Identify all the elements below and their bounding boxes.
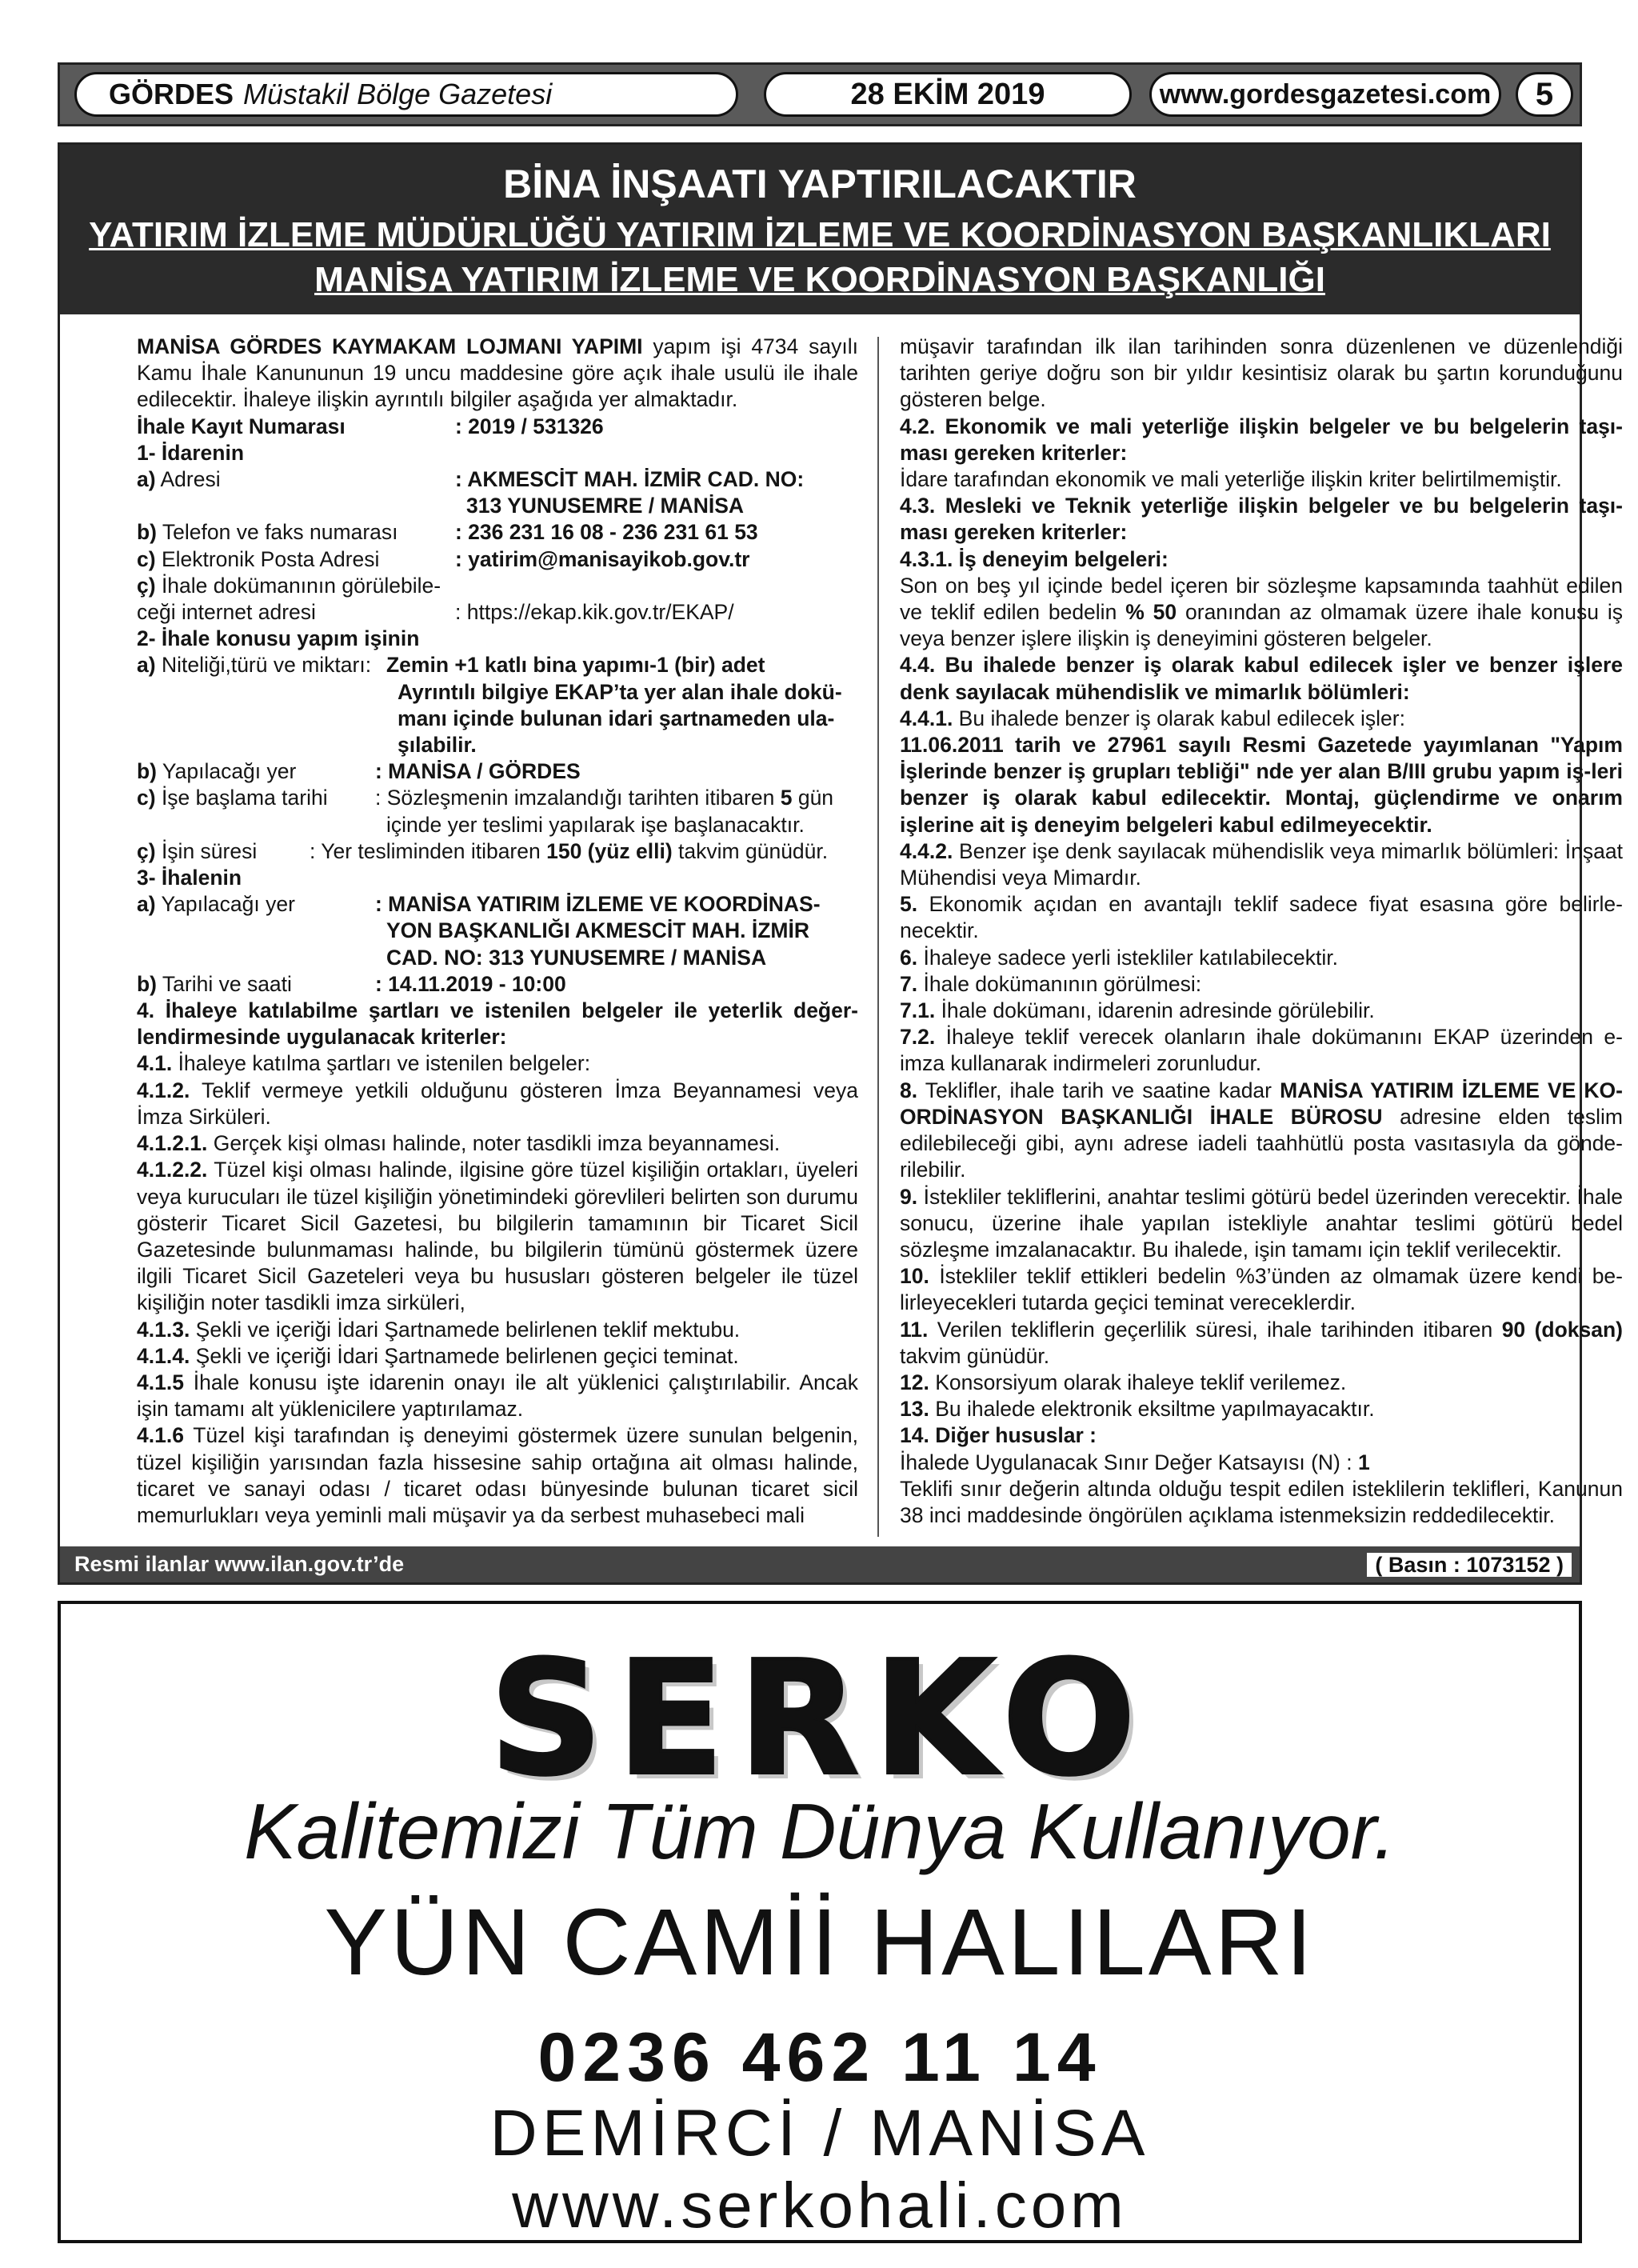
- newspaper-header-bar: [58, 62, 1582, 126]
- duration-row: ç) İşin süresi : Yer tesliminden itibaren 150 (yüz elli) takvim günüdür.: [137, 838, 829, 863]
- announcement-title: BİNA İNŞAATI YAPTIRILACAKTIR: [503, 162, 1137, 206]
- section-2-title: 2- İhale konusu yapım işinin: [137, 626, 420, 651]
- clause-11: 11. Verilen tekliflerin geçerlilik süresi, ihale tarihinden itibaren 90 (doksan) takvim günüdür.: [900, 1317, 1623, 1368]
- announcement-subtitle-2: MANİSA YATIRIM İZLEME VE KOORDİNASYON BAŞKANLIĞI: [314, 260, 1325, 299]
- start-date-row: c) İşe başlama tarihi : Sözleşmenin imzalandığı tarihten itibaren 5 gün: [137, 786, 834, 810]
- announcement-header: [60, 145, 1580, 314]
- nature-row: a) Niteliği,türü ve miktarı: Zemin +1 katlı bina yapımı-1 (bir) adet: [137, 653, 765, 678]
- clause-8: 8. Teklifler, ihale tarih ve saatine kadar MANİSA YATIRIM İZLEME VE KO-ORDİNASYON BAŞKANLIĞI İHALE BÜROSU adresine elden teslim edilebileceği gibi, aynı adrese iadeli taahhütlü posta vasıtasıyla da gönde-rilebilir.: [900, 1078, 1623, 1182]
- clause-13: 13. Bu ihalede elektronik eksiltme yapılmayacaktır.: [900, 1397, 1375, 1422]
- ad-phone: 0236 462 11 14: [537, 2019, 1102, 2096]
- clause-14-title: 14. Diğer hususlar :: [900, 1423, 1097, 1448]
- page-number: 5: [1516, 72, 1573, 117]
- clause-4-1-2-2: 4.1.2.2. Tüzel kişi olması halinde, ilgisine göre tüzel kişiliğin ortakları, üyeleri veya kurucuları ile tüzel kişiliğin yönetimindeki görevlileri belirten son durumu gösterir Ticaret Sicil Gazetesi, bu bilgilerin tamamının bir Ticaret Sicil Gazetesinde bulunmaması halinde, bu bilgilerin tümünü göstermek üzere ilgili Ticaret Sicil Gazeteleri veya bu hususları gösteren belgeler ile tüzel kişiliğin noter tasdikli imza sirküleri,: [137, 1158, 858, 1315]
- clause-4-2-text: İdare tarafından ekonomik ve mali yeterliğe ilişkin kriter belirtilmemiştir.: [900, 467, 1562, 492]
- kayit-row: [137, 414, 858, 440]
- ad-brand-logo: SERKO: [489, 1628, 1150, 1810]
- clause-6: 6. İhaleye sadece yerli istekliler katılabilecektir.: [900, 945, 1338, 970]
- clause-7-2: 7.2. İhaleye teklif verecek olanların ihale dokümanını EKAP üzerinden e-imza kullanarak indirmeleri zorunludur.: [900, 1025, 1623, 1076]
- clause-4-1-5: 4.1.5 İhale konusu işte idarenin onayı ile alt yüklenici çalıştırılabilir. Ancak işin tamamı alt yüklenicilere yaptırılamaz.: [137, 1370, 858, 1422]
- clause-12: 12. Konsorsiyum olarak ihaleye teklif verilemez.: [900, 1370, 1347, 1394]
- phone-row: b) Telefon ve faks numarası : 236 231 16 08 - 236 231 61 53: [137, 520, 758, 545]
- clause-4-3-1-title: 4.3.1. İş deneyim belgeleri:: [900, 546, 1169, 571]
- announcement-left-column: MANİSA GÖRDES KAYMAKAM LOJMANI YAPIMI yapım işi 4734 sayılı Kamu İhale Kanununun 19 uncu maddesine göre açık ihale usulü ile ihale edilecektir. İhaleye ilişkin ayrıntılı bilgiler aşağıda yer almaktadır. İhale Kayıt Numarası : 2019 / 531326 1- İdarenin a) Adresi : AKMESCİT MAH. İZMİR CAD. NO: 313 YUNUSEMRE / MANİSA b) Telefon ve faks numarası : 236 231 16 08 - 236 231 61 53 c) Elektronik Posta Adresi : yatirim@manisayikob.gov.tr ç) İhale dokümanının görülebile- ceği internet adresi : https://ekap.kik.gov.tr/EKAP/ 2- İhale konusu yapım işinin a) Niteliği,türü ve miktarı: Zemin +1 katlı bina yapımı-1 (bir) adet Ayrıntılı bilgiye EKAP’ta yer alan ihale dokü- manı içinde bulunan idari şartnameden ula- şılabilir. b) Yapılacağı yer : MANİSA / GÖRDES c) İşe başlama tarihi : Sözleşmenin imzalandığı tarihten itibaren 5 gün içinde yer teslimi yapılarak işe başlanacaktır. ç) İşin süresi : Yer tesliminden itibaren 150 (yüz elli) takvim günüdür. 3- İhalenin a) Yapılacağı yer : MANİSA YATIRIM İZLEME VE KOORDİNAS- YON BAŞKANLIĞI AKMESCİT MAH. İZMİR CAD. NO: 313 YUNUSEMRE / MANİSA b) Tarihi ve saati : 14.11.2019 - 10:00 4. İhaleye katılabilme şartları ve istenilen belgeler ile yeterlik değer-lendirmesinde uygulanacak kriterler: 4.1. İhaleye katılma şartları ve istenilen belgeler: 4.1.2. Teklif vermeye yetkili olduğunu gösteren İmza Beyannamesi veya İmza Sirküleri. 4.1.2.1. Gerçek kişi olması halinde, noter tasdikli imza beyannamesi. 4.1.2.2. Tüzel kişi olması halinde, ilgisine göre tüzel kişiliğin ortakları, üyeleri veya kurucuları ile tüzel kişiliğin yönetimindeki görevlileri belirten son durumu gösterir Ticaret Sicil Gazetesi, bu bilgilerin tamamının bir Ticaret Sicil Gazetesinde bulunmaması halinde, bu bilgilerin tümünü göstermek üzere ilgili Ticaret Sicil Gazeteleri veya bu hususları gösteren belgeler ile tüzel kişiliğin noter tasdikli imza sirküleri, 4.1.3. Şekli ve içeriği İdari Şartnamede belirlenen teklif mektubu. 4.1.4. Şekli ve içeriği İdari Şartnamede belirlenen geçici teminat. 4.1.5 İhale konusu işte idarenin onayı ile alt yüklenici çalıştırılabilir. Ancak işin tamamı alt yüklenicilere yaptırılamaz. 4.1.6 Tüzel kişi tarafından iş deneyimi göstermek üzere sunulan belgenin, tüzel kişiliğin yarısından fazla hissesine sahip ortağına ait olması halinde, ticaret ve sanayi odası / ticaret odası bünyesinde bulunan ticaret sicil memurlukları veya yeminli mali müşavir ya da serbest muhasebeci mali: [137, 334, 858, 1529]
- clause-14-coefficient: İhalede Uygulanacak Sınır Değer Katsayısı (N) : 1: [900, 1450, 1370, 1474]
- tender-place-row: a) Yapılacağı yer : MANİSA YATIRIM İZLEME VE KOORDİNAS-: [137, 892, 821, 917]
- clause-4-4-title: 4.4. Bu ihalede benzer iş olarak kabul edilecek işler ve benzer işlere denk sayılacak mühendislik ve mimarlık bölümleri:: [900, 653, 1623, 704]
- ekap-row-2: ceği internet adresi : https://ekap.kik.gov.tr/EKAP/: [137, 600, 734, 625]
- announcement-subtitle-1: YATIRIM İZLEME MÜDÜRLÜĞÜ YATIRIM İZLEME VE KOORDİNASYON BAŞKANLIKLARI: [89, 215, 1551, 254]
- tender-announcement: [58, 142, 1624, 1585]
- clause-9: 9. İstekliler tekliflerini, anahtar teslimi götürü bedel üzerinden verecektir. İhale sonucu, üzerine ihale yapılan istekliyle anahtar teslimi götürü bedel sözleşme imzalanacaktır. Bu ihalede, işin tamamı için teklif verilecektir.: [900, 1184, 1623, 1262]
- official-ads-note: Resmi ilanlar www.ilan.gov.tr’de: [74, 1552, 405, 1576]
- section-1-title: 1- İdarenin: [137, 440, 245, 465]
- address-row-2: 313 YUNUSEMRE / MANİSA: [466, 494, 745, 518]
- clause-4-2-title: 4.2. Ekonomik ve mali yeterliğe ilişkin belgeler ve bu belgelerin taşı-ması gereken kriterler:: [900, 414, 1623, 465]
- clause-4-1-6-cont: müşavir tarafından ilk ilan tarihinden sonra düzenlenen ve düzenlendiği tarihten geriye doğru son bir yıldır kesintisiz olarak bu şartın korunduğunu gösteren belge.: [900, 334, 1623, 412]
- clause-4-4-2: 4.4.2. Benzer işe denk sayılacak mühendislik veya mimarlık bölümleri: İnşaat Mühendisi veya Mimardır.: [900, 838, 1623, 890]
- address-row: a) Adresi : AKMESCİT MAH. İZMİR CAD. NO:: [137, 467, 805, 492]
- kayit-value: : 2019 / 531326: [455, 414, 604, 438]
- clause-4-1-2-1: 4.1.2.1. Gerçek kişi olması halinde, noter tasdikli imza beyannamesi.: [137, 1131, 781, 1156]
- ad-product: YÜN CAMİİ HALILARI: [324, 1890, 1316, 1995]
- column-divider: [877, 337, 879, 1537]
- issue-date: 28 EKİM 2019: [764, 72, 1132, 117]
- newspaper-website: www.gordesgazetesi.com: [1149, 72, 1501, 117]
- newspaper-title: GÖRDES: [109, 78, 234, 110]
- press-code: ( Basın : 1073152 ): [1367, 1553, 1572, 1577]
- clause-14-text: Teklifi sınır değerin altında olduğu tespit edilen isteklilerin teklifleri, Kanunun 38 inci maddesinde öngörülen açıklama istenmeksizin reddedilecektir.: [900, 1476, 1623, 1527]
- ad-slogan: Kalitemizi Tüm Dünya Kullanıyor.: [244, 1787, 1396, 1875]
- intro-bold: MANİSA GÖRDES KAYMAKAM LOJMANI YAPIMI: [137, 334, 643, 358]
- announcement-right-column: [900, 334, 1623, 1529]
- announcement-footer: [60, 1546, 1580, 1582]
- clause-4-4-1: 4.4.1. Bu ihalede benzer iş olarak kabul edilecek işler:: [900, 706, 1405, 730]
- clause-10: 10. İstekliler teklif ettikleri bedelin %3’ünden az olmamak üzere kendi be-lirleyecekleri tutarda geçici teminat vereceklerdir.: [900, 1264, 1623, 1315]
- clause-4-1-2: 4.1.2. Teklif vermeye yetkili olduğunu gösteren İmza Beyannamesi veya İmza Sirküleri.: [137, 1078, 858, 1129]
- tender-date-row: b) Tarihi ve saati : 14.11.2019 - 10:00: [137, 971, 566, 996]
- intro-paragraph: [137, 334, 858, 414]
- clause-5: 5. Ekonomik açıdan en avantajlı teklif sadece fiyat esasına göre belirle-necektir.: [900, 892, 1623, 943]
- newspaper-name: [74, 72, 738, 117]
- email-row: c) Elektronik Posta Adresi : yatirim@manisayikob.gov.tr: [137, 546, 750, 571]
- clause-4-1-6: 4.1.6 Tüzel kişi tarafından iş deneyimi göstermek üzere sunulan belgenin, tüzel kişiliğin yarısından fazla hissesine sahip ortağına ait olması halinde, ticaret ve sanayi odası / ticaret odası bünyesinde bulunan ticaret sicil memurlukları veya yeminli mali müşavir ya da serbest muhasebeci mali: [137, 1423, 858, 1527]
- newspaper-subtitle: Müstakil Bölge Gazetesi: [243, 78, 553, 110]
- ad-city: DEMİRCİ / MANİSA: [489, 2097, 1150, 2170]
- clause-7-1: 7.1. İhale dokümanı, idarenin adresinde görülebilir.: [900, 998, 1375, 1023]
- serko-advertisement: [58, 1601, 1582, 2243]
- clause-4-4-1-bold: 11.06.2011 tarih ve 27961 sayılı Resmi Gazetede yayımlanan "Yapım İşlerinde benzer iş grupları tebliği" nde yer alan B/III grubu yapım iş-leri benzer iş olarak kabul edilecektir. Montaj, güçlendirme ve onarım işlerine ait iş deneyim belgeleri kabul edilmeyecektir.: [900, 733, 1623, 837]
- intro-text: yapım işi 4734 sayılı Kamu İhale Kanununun 19 uncu maddesine göre açık ihale usulü ile ihale edilecektir. İhaleye ilişkin ayrıntılı bilgiler aşağıda yer almaktadır.: [137, 334, 858, 412]
- clause-4-3-title: 4.3. Mesleki ve Teknik yeterliğe ilişkin belgeler ve bu belgelerin taşı-ması gereken kriterler:: [900, 494, 1623, 545]
- section-4-title: 4. İhaleye katılabilme şartları ve istenilen belgeler ile yeterlik değer-lendirmesinde uygulanacak kriterler:: [137, 998, 858, 1050]
- clause-4-1: 4.1. İhaleye katılma şartları ve istenilen belgeler:: [137, 1051, 591, 1076]
- clause-7: 7. İhale dokümanının görülmesi:: [900, 971, 1202, 996]
- kayit-label: İhale Kayıt Numarası: [137, 414, 346, 438]
- ekap-row-1: ç) İhale dokümanının görülebile-: [137, 573, 441, 598]
- clause-4-3-1-text: Son on beş yıl içinde bedel içeren bir sözleşme kapsamında taahhüt edilen ve teklif edilen bedelin % 50 oranından az olmamak üzere ihale konusu iş veya benzer işlere ilişkin iş deneyimini gösteren belgeler.: [900, 573, 1624, 651]
- ad-website: www.serkohali.com: [512, 2170, 1128, 2241]
- clause-4-1-3: 4.1.3. Şekli ve içeriği İdari Şartnamede belirlenen teklif mektubu.: [137, 1317, 741, 1342]
- location-row: b) Yapılacağı yer : MANİSA / GÖRDES: [137, 759, 581, 784]
- section-3-title: 3- İhalenin: [137, 866, 242, 890]
- clause-4-1-4: 4.1.4. Şekli ve içeriği İdari Şartnamede belirlenen geçici teminat.: [137, 1343, 739, 1368]
